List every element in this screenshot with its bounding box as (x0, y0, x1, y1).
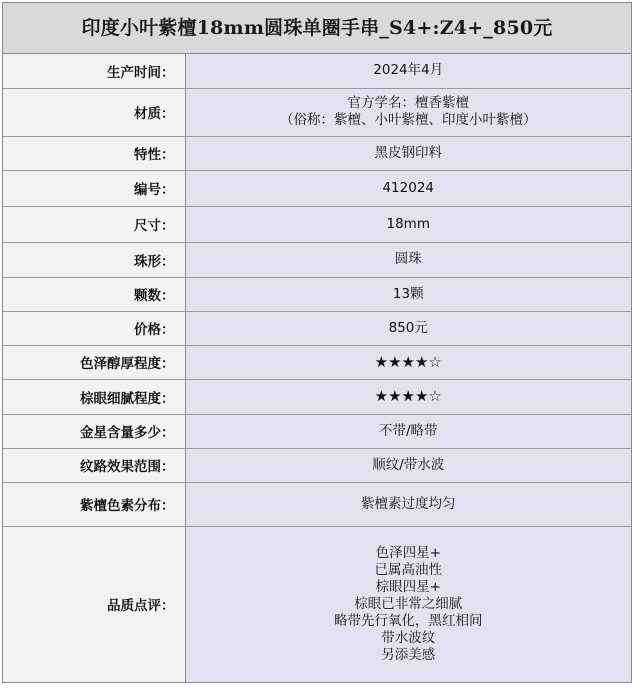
price-label: 价格： (3, 311, 185, 345)
pore-fineness-label: 棕眼细腻程度： (3, 379, 185, 414)
grain-effect-label: 纹路效果范围： (3, 448, 185, 482)
size-label: 尺寸： (3, 206, 185, 242)
pore-fineness-value (185, 379, 631, 414)
color-richness-label: 色泽醇厚程度： (3, 345, 185, 379)
quality-review-line: 另添美感 (381, 646, 436, 663)
production-date-label: 生产时间： (3, 54, 185, 88)
row-serial-number (3, 170, 631, 206)
row-quality-review (3, 526, 631, 682)
bead-count-label: 颗数： (3, 277, 185, 311)
row-pigment-distribution (3, 482, 631, 526)
star-rating: ★★★★☆ (374, 352, 442, 371)
price-line: 850元 (388, 319, 428, 336)
size-value (185, 206, 631, 242)
bead-count-value (185, 277, 631, 311)
row-property (3, 136, 631, 170)
sheet-title: 印度小叶紫檀18mm圆珠单圈手串_S4+:Z4+_850元 (3, 3, 631, 54)
pigment-distribution-line: 紫檀素过度均匀 (361, 495, 456, 512)
product-spec-sheet (2, 2, 632, 683)
serial-number-value (185, 170, 631, 206)
color-richness-value (185, 345, 631, 379)
gold-star-content-line: 不带/略带 (378, 422, 438, 439)
row-gold-star-content (3, 414, 631, 448)
bead-shape-value (185, 242, 631, 277)
row-color-richness (3, 345, 631, 379)
serial-number-line: 412024 (382, 179, 435, 196)
row-size (3, 206, 631, 242)
row-bead-count (3, 277, 631, 311)
row-grain-effect (3, 448, 631, 482)
quality-review-line: 棕眼已非常之细腻 (354, 595, 463, 612)
quality-review-line: 棕眼四星+ (375, 578, 441, 595)
bead-shape-label: 珠形： (3, 242, 185, 277)
quality-review-line: 带水波纹 (381, 629, 436, 646)
spec-table (3, 54, 631, 682)
bead-count-line: 13颗 (392, 285, 424, 302)
grain-effect-value (185, 448, 631, 482)
gold-star-content-label: 金星含量多少： (3, 414, 185, 448)
quality-review-line: 已属高油性 (374, 561, 442, 578)
quality-review-value (185, 526, 631, 682)
material-label: 材质： (3, 88, 185, 136)
material-line: 官方学名：檀香紫檀 (347, 95, 469, 111)
material-value (185, 88, 631, 136)
serial-number-label: 编号： (3, 170, 185, 206)
star-rating: ★★★★☆ (374, 387, 442, 405)
pigment-distribution-label: 紫檀色素分布： (3, 482, 185, 526)
material-line: （俗称：紫檀、小叶紫檀、印度小叶紫檀） (280, 112, 537, 128)
property-value (185, 136, 631, 170)
row-production-date (3, 54, 631, 88)
pigment-distribution-value (185, 482, 631, 526)
gold-star-content-value (185, 414, 631, 448)
price-value (185, 311, 631, 345)
row-material (3, 88, 631, 136)
production-date-value (185, 54, 631, 88)
property-line: 黑皮钢印料 (374, 144, 442, 161)
quality-review-line: 色泽四星+ (375, 544, 441, 561)
quality-review-line: 略带先行氧化，黑红相间 (334, 612, 483, 629)
quality-review-label: 品质点评： (3, 526, 185, 682)
row-price (3, 311, 631, 345)
row-bead-shape (3, 242, 631, 277)
size-line: 18mm (386, 215, 430, 232)
property-label: 特性： (3, 136, 185, 170)
row-pore-fineness (3, 379, 631, 414)
bead-shape-line: 圆珠 (394, 251, 422, 267)
production-date-line: 2024年4月 (373, 62, 444, 79)
grain-effect-line: 顺纹/带水波 (372, 456, 445, 473)
